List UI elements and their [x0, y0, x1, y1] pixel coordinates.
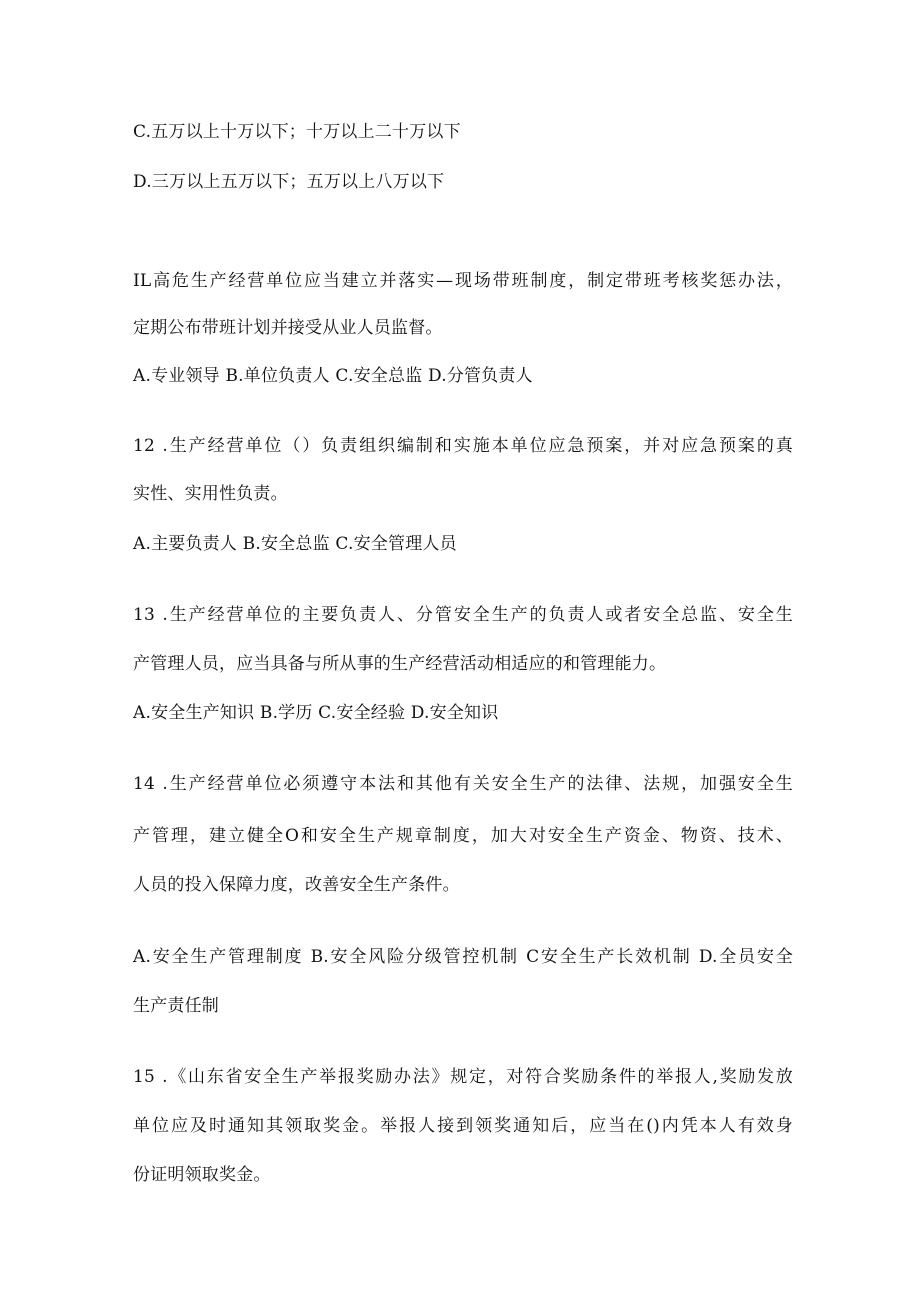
question-13-text-cont: 产管理人员，应当具备与所从事的生产经营活动相适应的和管理能力。	[133, 654, 667, 674]
question-14-options: A.安全生产管理制度 B.安全风险分级管控机制 C安全生产长效机制 D.全员安全	[133, 947, 793, 967]
question-15-text-cont-2: 份证明领取奖金。	[133, 1165, 271, 1185]
option-line-d: D.三万以上五万以下；五万以上八万以下	[133, 172, 445, 192]
option-line-c: C.五万以上十万以下；十万以上二十万以下	[133, 122, 461, 142]
question-12-text: 12 .生产经营单位（）负责组织编制和实施本单位应急预案，并对应急预案的真	[133, 436, 793, 456]
question-11-options: A.专业领导 B.单位负责人 C.安全总监 D.分管负责人	[133, 366, 533, 386]
question-12-text-cont: 实性、实用性负责。	[133, 484, 288, 504]
question-14-text: 14 .生产经营单位必须遵守本法和其他有关安全生产的法律、法规，加强安全生	[133, 774, 793, 794]
question-12-options: A.主要负责人 B.安全总监 C.安全管理人员	[133, 534, 457, 554]
question-11-text-cont: 定期公布带班计划并接受从业人员监督。	[133, 318, 443, 338]
question-14-options-cont: 生产责任制	[133, 996, 219, 1016]
question-15-text-cont: 单位应及时通知其领取奖金。举报人接到领奖通知后，应当在()内凭本人有效身	[133, 1116, 793, 1136]
question-14-text-cont-2: 人员的投入保障力度，改善安全生产条件。	[133, 875, 460, 895]
question-15-text: 15 .《山东省安全生产举报奖励办法》规定，对符合奖励条件的举报人,奖励发放	[133, 1067, 793, 1087]
question-13-options: A.安全生产知识 B.学历 C.安全经验 D.安全知识	[133, 703, 499, 723]
question-13-text: 13 .生产经营单位的主要负责人、分管安全生产的负责人或者安全总监、安全生	[133, 605, 793, 625]
question-11-text: IL高危生产经营单位应当建立并落实—现场带班制度，制定带班考核奖惩办法，	[133, 271, 793, 291]
question-14-text-cont: 产管理，建立健全O和安全生产规章制度，加大对安全生产资金、物资、技术、	[133, 826, 793, 846]
